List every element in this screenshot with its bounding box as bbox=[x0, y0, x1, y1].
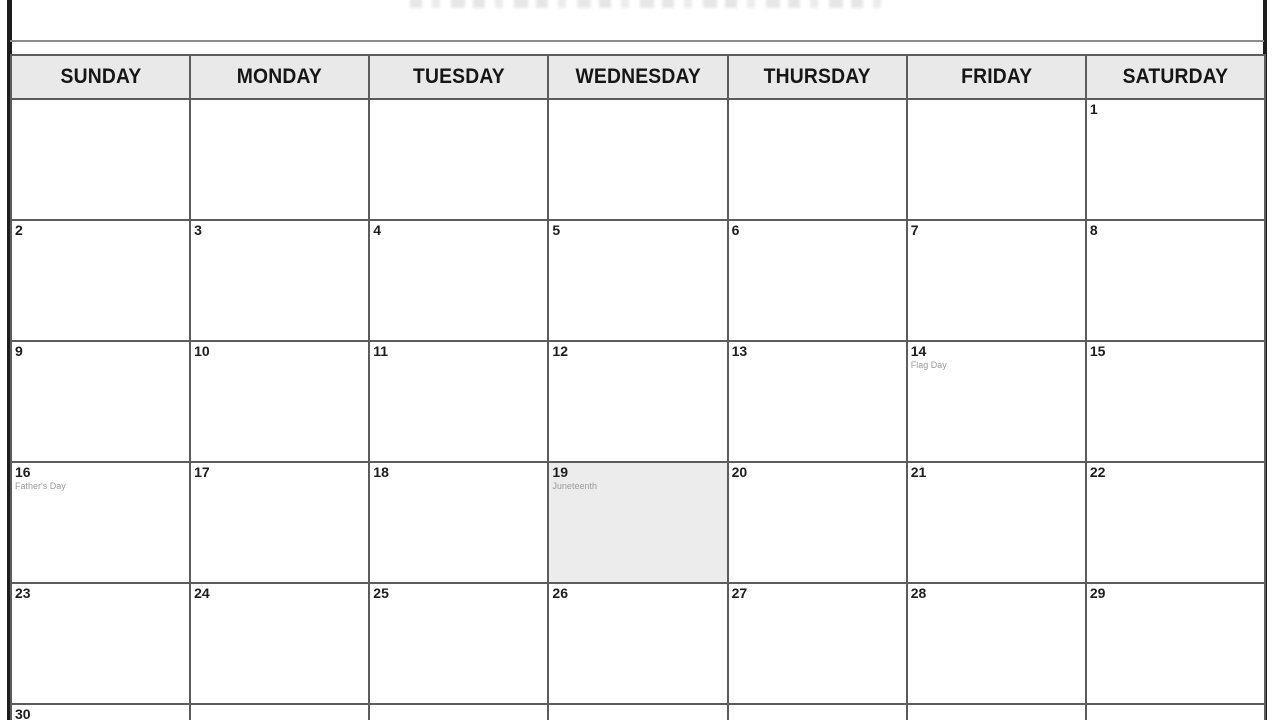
day-cell-2 bbox=[11, 220, 190, 341]
day-cell-empty bbox=[190, 704, 369, 720]
weekday-header-monday bbox=[190, 55, 369, 99]
week-row-2 bbox=[11, 220, 1265, 341]
weekday-header-label: MONDAY bbox=[237, 65, 323, 88]
day-number: 18 bbox=[373, 464, 389, 480]
day-number: 14 bbox=[910, 343, 927, 359]
day-cell-12 bbox=[548, 341, 727, 462]
day-cell-20 bbox=[728, 462, 907, 583]
day-number: 7 bbox=[910, 222, 919, 238]
weekday-header-row bbox=[11, 55, 1265, 99]
day-cell-19 bbox=[548, 462, 727, 583]
day-number: 30 bbox=[15, 706, 31, 720]
day-number: 17 bbox=[194, 464, 210, 480]
day-cell-9 bbox=[11, 341, 190, 462]
day-number: 25 bbox=[373, 585, 389, 601]
cutoff-title-remnant bbox=[410, 0, 890, 8]
day-number: 20 bbox=[731, 464, 748, 480]
day-cell-5 bbox=[548, 220, 727, 341]
week-row-3 bbox=[11, 341, 1265, 462]
weekday-header-label: THURSDAY bbox=[763, 65, 871, 88]
calendar-grid bbox=[10, 54, 1266, 720]
day-number: 26 bbox=[552, 585, 568, 601]
day-number: 8 bbox=[1089, 222, 1098, 238]
weekday-header-label: WEDNESDAY bbox=[575, 65, 701, 88]
weekday-header-friday bbox=[907, 55, 1086, 99]
day-number: 24 bbox=[194, 585, 210, 601]
day-cell-empty bbox=[190, 99, 369, 220]
day-cell-empty bbox=[728, 99, 907, 220]
day-number: 16 bbox=[15, 464, 31, 480]
day-cell-24 bbox=[190, 583, 369, 704]
day-cell-8 bbox=[1086, 220, 1265, 341]
day-number: 6 bbox=[731, 222, 740, 238]
day-cell-15 bbox=[1086, 341, 1265, 462]
weekday-header-thursday bbox=[728, 55, 907, 99]
day-cell-10 bbox=[190, 341, 369, 462]
day-number: 21 bbox=[910, 464, 927, 480]
holiday-label: Juneteenth bbox=[552, 481, 597, 492]
day-cell-30 bbox=[11, 704, 190, 720]
day-cell-empty bbox=[728, 704, 907, 720]
day-number: 23 bbox=[15, 585, 31, 601]
day-cell-empty bbox=[548, 99, 727, 220]
day-cell-14 bbox=[907, 341, 1086, 462]
weekday-header-saturday bbox=[1086, 55, 1265, 99]
day-cell-25 bbox=[369, 583, 548, 704]
week-row-1 bbox=[11, 99, 1265, 220]
day-number: 15 bbox=[1089, 343, 1106, 359]
day-cell-4 bbox=[369, 220, 548, 341]
day-number: 28 bbox=[910, 585, 927, 601]
week-row-5 bbox=[11, 583, 1265, 704]
calendar-body bbox=[11, 99, 1265, 720]
day-cell-17 bbox=[190, 462, 369, 583]
weekday-header-sunday bbox=[11, 55, 190, 99]
day-number: 22 bbox=[1089, 464, 1106, 480]
day-cell-3 bbox=[190, 220, 369, 341]
day-number: 10 bbox=[194, 343, 210, 359]
day-number: 12 bbox=[552, 343, 568, 359]
day-cell-empty bbox=[11, 99, 190, 220]
day-cell-28 bbox=[907, 583, 1086, 704]
weekday-header-wednesday bbox=[548, 55, 727, 99]
day-cell-11 bbox=[369, 341, 548, 462]
day-cell-13 bbox=[728, 341, 907, 462]
day-cell-26 bbox=[548, 583, 727, 704]
holiday-label: Flag Day bbox=[910, 360, 947, 371]
day-number: 19 bbox=[552, 464, 568, 480]
day-number: 3 bbox=[194, 222, 202, 238]
day-number: 4 bbox=[373, 222, 382, 238]
day-cell-empty bbox=[1086, 704, 1265, 720]
weekday-header-label: TUESDAY bbox=[412, 65, 505, 88]
day-number: 27 bbox=[731, 585, 748, 601]
day-number: 5 bbox=[552, 222, 561, 238]
week-row-6 bbox=[11, 704, 1265, 720]
day-number: 2 bbox=[15, 222, 23, 238]
day-cell-empty bbox=[907, 704, 1086, 720]
day-cell-empty bbox=[548, 704, 727, 720]
page-top-border bbox=[10, 40, 1264, 42]
weekday-header-label: SUNDAY bbox=[60, 65, 142, 88]
day-number: 29 bbox=[1089, 585, 1106, 601]
holiday-label: Father's Day bbox=[15, 481, 66, 492]
day-cell-27 bbox=[728, 583, 907, 704]
day-cell-21 bbox=[907, 462, 1086, 583]
day-number: 9 bbox=[15, 343, 23, 359]
day-cell-16 bbox=[11, 462, 190, 583]
day-cell-7 bbox=[907, 220, 1086, 341]
day-number: 1 bbox=[1089, 101, 1098, 117]
day-cell-29 bbox=[1086, 583, 1265, 704]
day-cell-empty bbox=[369, 704, 548, 720]
day-cell-empty bbox=[369, 99, 548, 220]
day-cell-22 bbox=[1086, 462, 1265, 583]
weekday-header-label: SATURDAY bbox=[1122, 65, 1229, 88]
day-number: 13 bbox=[731, 343, 748, 359]
day-cell-6 bbox=[728, 220, 907, 341]
day-cell-18 bbox=[369, 462, 548, 583]
day-cell-empty bbox=[907, 99, 1086, 220]
weekday-header-tuesday bbox=[369, 55, 548, 99]
day-cell-23 bbox=[11, 583, 190, 704]
weekday-header-label: FRIDAY bbox=[960, 65, 1032, 88]
day-number: 11 bbox=[373, 343, 389, 359]
week-row-4 bbox=[11, 462, 1265, 583]
day-cell-1 bbox=[1086, 99, 1265, 220]
